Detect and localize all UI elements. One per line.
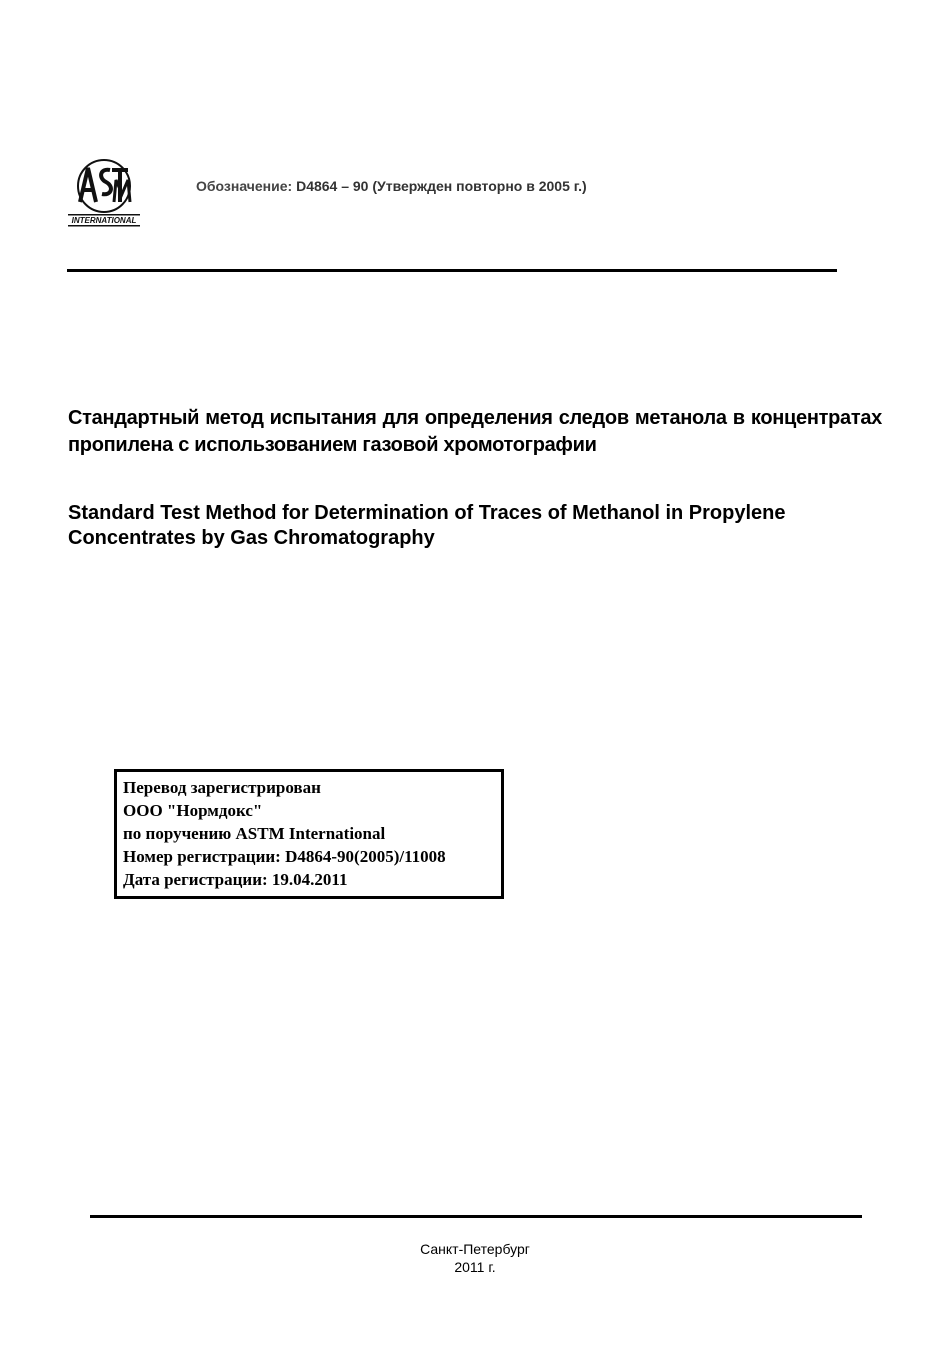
designation bbox=[196, 178, 587, 194]
logo-text: INTERNATIONAL bbox=[71, 216, 137, 225]
title-english bbox=[68, 501, 898, 551]
registration-date: Дата регистрации: 19.04.2011 bbox=[123, 870, 348, 889]
title-english-line1: Standard Test Method for Determination of Traces of Methanol in Propylene bbox=[68, 502, 786, 524]
designation-value: D4864 – 90 (Утвержден повторно в 2005 г.) bbox=[296, 178, 587, 194]
bottom-divider bbox=[90, 1215, 862, 1218]
astm-logo-icon bbox=[66, 158, 142, 228]
footer-city: Санкт-Петербург bbox=[420, 1241, 530, 1257]
registration-line: Перевод зарегистрирован bbox=[123, 778, 321, 797]
title-russian: Стандартный метод испытания для определения следов метанола в концентратах пропилена с использованием газовой хромотографии bbox=[68, 407, 882, 456]
designation-prefix: Обозначение: bbox=[196, 178, 293, 194]
footer bbox=[0, 1240, 950, 1276]
footer-year: 2011 г. bbox=[454, 1259, 496, 1275]
top-divider bbox=[67, 269, 837, 272]
registration-number: Номер регистрации: D4864-90(2005)/11008 bbox=[123, 847, 446, 866]
registration-line: ООО "Нормдокс" bbox=[123, 801, 263, 820]
registration-line: по поручению ASTM International bbox=[123, 824, 386, 843]
registration-box bbox=[114, 769, 504, 899]
title-english-line2: Concentrates by Gas Chromatography bbox=[68, 527, 435, 549]
